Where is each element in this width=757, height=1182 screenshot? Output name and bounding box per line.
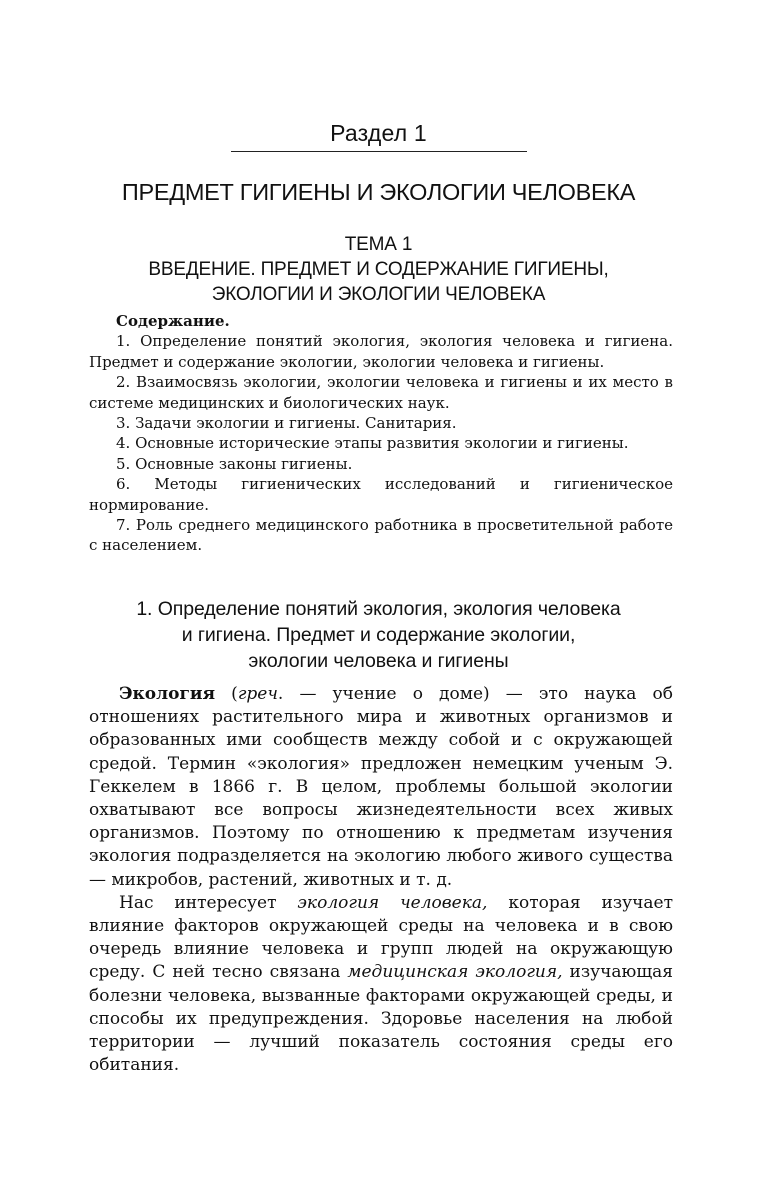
paragraph-text: Нас интересует: [119, 892, 298, 913]
term-ecology: Экология: [119, 684, 216, 704]
term-human-ecology: экология человека,: [297, 892, 488, 913]
contents-item: 3. Задачи экологии и гигиены. Санитария.: [116, 414, 457, 433]
body-text: [89, 683, 673, 1077]
section-divider: [231, 151, 527, 152]
paren-open: (: [215, 684, 238, 704]
contents-item: 5. Основные законы гигиены.: [116, 454, 353, 473]
paragraph-ecology-definition: [89, 683, 673, 892]
section-label: Раздел 1: [330, 120, 427, 146]
contents-item: 4. Основные исторические этапы развития экологии и гигиены.: [116, 434, 629, 453]
subsection-heading-line-2: и гигиена. Предмет и содержание экологии,: [181, 624, 576, 646]
term-medical-ecology: медицинская экология,: [347, 962, 563, 983]
subsection-heading: [0, 596, 757, 674]
topic-title-line-2: ЭКОЛОГИИ И ЭКОЛОГИИ ЧЕЛОВЕКА: [211, 284, 546, 305]
topic-title-line-1: ВВЕДЕНИЕ. ПРЕДМЕТ И СОДЕРЖАНИЕ ГИГИЕНЫ,: [148, 259, 609, 280]
paragraph-human-ecology: [89, 892, 673, 1078]
contents-item: 1. Определение понятий экология, экология человека и гигиена. Предмет и содержание экологии, экологии человека и гигиены.: [89, 332, 673, 371]
paragraph-text: которая изучает влияние факторов окружающей среды на человека и в свою очередь влияние человека и групп людей на окружающую среду. С ней тесно связана: [89, 892, 673, 983]
contents-block: [89, 311, 673, 556]
contents-item: 6. Методы гигиенических исследований и гигиеническое нормирование.: [89, 475, 673, 514]
subsection-heading-line-1: 1. Определение понятий экология, экология человека: [136, 598, 621, 620]
topic-heading: [0, 232, 757, 307]
subsection-heading-line-3: экологии человека и гигиены: [248, 650, 509, 672]
contents-item: 7. Роль среднего медицинского работника в просветительной работе с населением.: [89, 516, 673, 555]
paragraph-text: изучающая болезни человека, вызванные факторами окружающей среды, и способы их предупреждения. Здоровье населения на любой территории — лучший показатель состояния среды его обитания.: [89, 962, 673, 1076]
paragraph-text: . — учение о доме) — это наука об отношениях растительного мира и животных организмов и образованных ими сообществ между собой и с окружающей средой. Термин «экология» предложен немецким ученым Э. Геккелем в 1866 г. В целом, проблемы большой экологии охватывают все вопросы жизнедеятельности всех живых организмов. Поэтому по отношению к предметам изучения экология подразделяется на экологию любого живого существа — микробов, растений, животных и т. д.: [89, 684, 673, 890]
contents-item: 2. Взаимосвязь экологии, экологии человека и гигиены и их место в системе медицинских и биологических наук.: [89, 373, 673, 412]
contents-title: Содержание.: [116, 312, 230, 330]
section-title: ПРЕДМЕТ ГИГИЕНЫ И ЭКОЛОГИИ ЧЕЛОВЕКА: [121, 179, 636, 205]
language-note: греч: [237, 684, 278, 704]
topic-number: ТЕМА 1: [344, 234, 413, 255]
